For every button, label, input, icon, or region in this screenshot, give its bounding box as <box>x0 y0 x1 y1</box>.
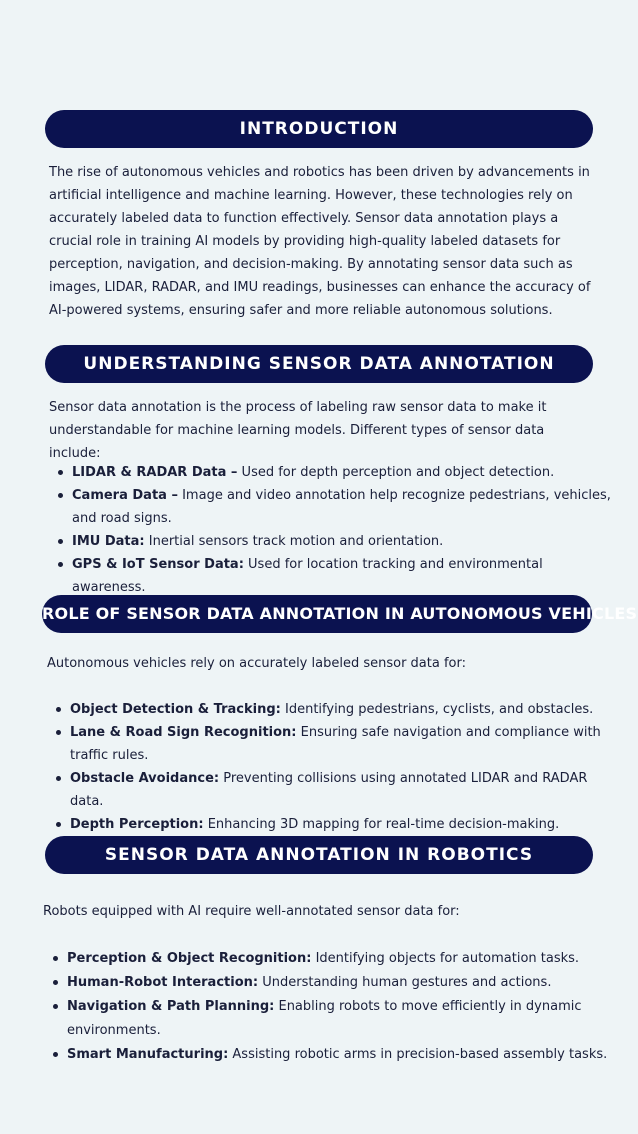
robotics-list <box>43 947 627 1067</box>
autonomous-vehicles-paragraph: Autonomous vehicles rely on accurately labeled sensor data for: <box>47 656 466 671</box>
autonomous-vehicles-list <box>46 698 624 836</box>
list-item: Human-Robot Interaction: Understanding human gestures and actions. <box>67 971 627 995</box>
list-item: Navigation & Path Planning: Enabling robots to move efficiently in dynamic environments. <box>67 995 627 1043</box>
list-item: Depth Perception: Enhancing 3D mapping for real-time decision-making. <box>70 813 624 836</box>
introduction-paragraph: The rise of autonomous vehicles and robotics has been driven by advancements in artificial intelligence and machine learning. However, these technologies rely on accurately labeled data to function effectively. Sensor data annotation plays a crucial role in training AI models by providing high-quality labeled datasets for perception, navigation, and decision-making. By annotating sensor data such as images, LIDAR, RADAR, and IMU readings, businesses can enhance the accuracy of AI-powered systems, ensuring safer and more reliable autonomous solutions. <box>49 165 591 318</box>
list-item: Object Detection & Tracking: Identifying pedestrians, cyclists, and obstacles. <box>70 698 624 721</box>
understanding-paragraph: Sensor data annotation is the process of labeling raw sensor data to make it understandable for machine learning models. Different types of sensor data include: <box>49 400 547 461</box>
list-item: Perception & Object Recognition: Identifying objects for automation tasks. <box>67 947 627 971</box>
robotics-paragraph: Robots equipped with AI require well-annotated sensor data for: <box>43 904 460 919</box>
section-heading-robotics: SENSOR DATA ANNOTATION IN ROBOTICS <box>45 836 593 874</box>
sensor-types-list <box>48 461 612 599</box>
list-item: IMU Data: Inertial sensors track motion and orientation. <box>72 530 612 553</box>
section-heading-understanding: UNDERSTANDING SENSOR DATA ANNOTATION <box>45 345 593 383</box>
list-item: Lane & Road Sign Recognition: Ensuring safe navigation and compliance with traffic rules. <box>70 721 624 767</box>
list-item: Obstacle Avoidance: Preventing collisions using annotated LIDAR and RADAR data. <box>70 767 624 813</box>
section-heading-autonomous-vehicles: ROLE OF SENSOR DATA ANNOTATION IN AUTONOMOUS VEHICLES <box>42 595 592 633</box>
list-item: LIDAR & RADAR Data – Used for depth perception and object detection. <box>72 461 612 484</box>
list-item: GPS & IoT Sensor Data: Used for location tracking and environmental awareness. <box>72 553 612 599</box>
section-heading-introduction: INTRODUCTION <box>45 110 593 148</box>
list-item: Smart Manufacturing: Assisting robotic arms in precision-based assembly tasks. <box>67 1043 627 1067</box>
list-item: Camera Data – Image and video annotation help recognize pedestrians, vehicles, and road signs. <box>72 484 612 530</box>
